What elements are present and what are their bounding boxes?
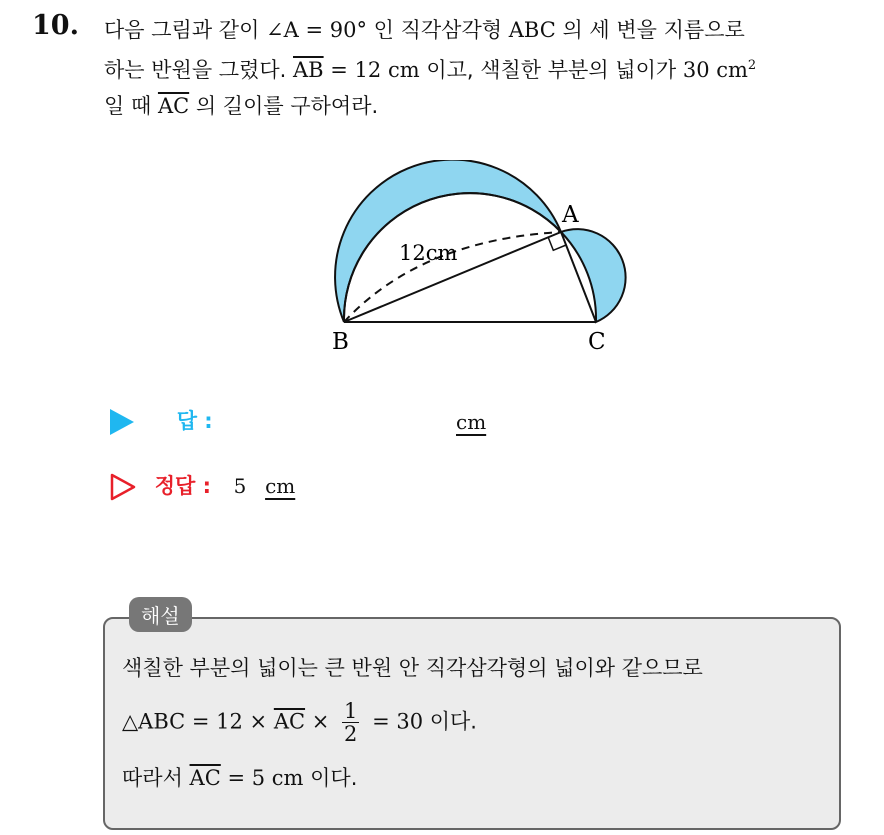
segment-ac: $\overline{AC}$ (157, 94, 190, 118)
solution-line3-seg: $\overline{AC}$ (189, 766, 221, 790)
solution-eq-c: = 30 (365, 709, 424, 734)
solution-line-3 (122, 762, 357, 792)
question-line3-a: 일 때 (104, 94, 158, 118)
question-line2-b: 이고, 색칠한 부분의 넓이가 (419, 58, 683, 82)
outline-arrow-icon (110, 473, 136, 501)
segment-ab: $\overline{AB}$ (293, 58, 324, 82)
correct-answer-row (110, 470, 295, 501)
correct-answer-value: 5 (233, 474, 247, 498)
ab-value: = 12 cm (323, 58, 420, 82)
angle-a: ∠A = 90° (266, 18, 367, 42)
label-a: A (562, 202, 579, 228)
solution-eq-d: 이다. (423, 709, 477, 734)
label-b: B (332, 329, 349, 355)
question-line2-a: 하는 반원을 그렸다. (104, 58, 293, 82)
label-c: C (588, 329, 606, 355)
play-arrow-icon (110, 409, 134, 435)
solution-eq-b: × (305, 709, 337, 734)
solution-line3-c: 이다. (303, 766, 358, 790)
solution-tag: 해설 (129, 597, 192, 632)
label-ab-length: 12cm (399, 241, 458, 265)
area-exponent: 2 (747, 58, 757, 73)
triangle-name: ABC (508, 18, 556, 42)
shaded-region-ac (561, 229, 626, 322)
answer-unit: cm (456, 410, 487, 434)
fraction-numerator: 1 (344, 699, 358, 723)
fraction-denominator: 2 (344, 722, 358, 746)
question-line1-b: 인 직각삼각형 (366, 18, 509, 42)
correct-answer-label: 정답 : (154, 474, 211, 498)
solution-line-2 (122, 700, 477, 745)
question-line1-c: 의 세 변을 지름으로 (555, 18, 745, 42)
area-value: 30 cm (682, 58, 748, 82)
correct-answer-unit: cm (265, 474, 296, 498)
solution-eq-a: △ABC = 12 × (122, 709, 274, 734)
question-line3-b: 의 길이를 구하여라. (189, 94, 379, 118)
question-text (104, 12, 874, 124)
solution-line3-a: 따라서 (122, 766, 190, 790)
semicircle-figure (300, 160, 640, 360)
question-number: 10. (32, 10, 79, 41)
fraction-one-half (342, 700, 359, 745)
solution-seg-ac: $\overline{AC}$ (273, 709, 306, 734)
answer-row (110, 405, 213, 435)
solution-line3-b: = 5 cm (220, 766, 304, 790)
answer-label: 답 : (176, 409, 213, 433)
solution-line-1: 색칠한 부분의 넓이는 큰 반원 안 직각삼각형의 넓이와 같으므로 (122, 656, 703, 680)
question-line1-a: 다음 그림과 같이 (104, 18, 267, 42)
